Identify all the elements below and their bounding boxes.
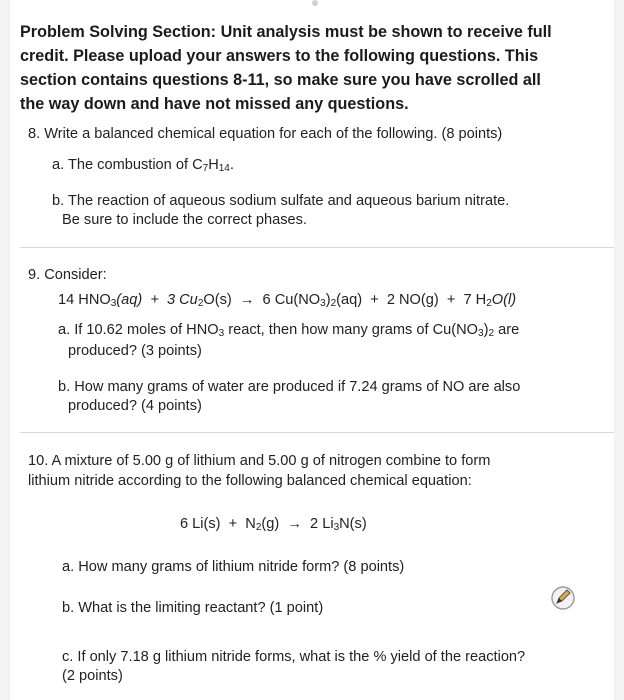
q9-part-a-line1: a. If 10.62 moles of $HNO_3$ react, then how many grams of $Cu(NO_3)_2$ are xyxy=(58,322,520,339)
question-page xyxy=(10,0,614,700)
header-line: section contains questions 8-11, so make sure you have scrolled all xyxy=(20,71,541,89)
q9-part-b-line1: b. How many grams of water are produced if 7.24 grams of NO are also xyxy=(58,379,521,395)
header-line: the way down and have not missed any questions. xyxy=(20,95,409,113)
q10-stem-line2: lithium nitride according to the following balanced chemical equation: xyxy=(28,473,472,489)
q9-equation: 14 $HNO_3(aq) + 3$ $Cu_2O(s) \to 6$ $Cu(NO_3)_2(aq) + 2$ NO(g) + 7 $H_2O(l)$ xyxy=(58,292,517,309)
pencil-annotate-icon[interactable] xyxy=(550,585,576,611)
q10-part-b: b. What is the limiting reactant? (1 point) xyxy=(62,600,324,616)
q10-equation: 6 $Li(s) + N_2(g) \to 2$ $Li_3N(s)$ xyxy=(180,516,367,533)
q10-part-c-line2: (2 points) xyxy=(62,668,123,684)
header-line: Problem Solving Section: Unit analysis must be shown to receive full xyxy=(20,23,552,41)
divider xyxy=(20,432,614,433)
q9-stem: 9. Consider: xyxy=(28,267,107,283)
scroll-indicator-dot xyxy=(312,0,318,6)
q8-part-b-line2: Be sure to include the correct phases. xyxy=(62,212,307,228)
section-header xyxy=(20,20,600,116)
q9-part-b-line2: produced? (4 points) xyxy=(68,398,202,414)
q9-part-a-line2: produced? (3 points) xyxy=(68,343,202,359)
q10-part-c-line1: c. If only 7.18 g lithium nitride forms, what is the % yield of the reaction? xyxy=(62,649,526,665)
q10-stem-line1: 10. A mixture of 5.00 g of lithium and 5.00 g of nitrogen combine to form xyxy=(28,453,491,469)
q8-part-a: a. The combustion of $C_7H_{14}$. xyxy=(52,157,234,174)
q8-part-b-line1: b. The reaction of aqueous sodium sulfate and aqueous barium nitrate. xyxy=(52,193,510,209)
header-line: credit. Please upload your answers to the following questions. This xyxy=(20,47,539,65)
divider xyxy=(20,247,614,248)
q10-part-a: a. How many grams of lithium nitride form? (8 points) xyxy=(62,559,405,575)
q8-stem: 8. Write a balanced chemical equation for each of the following. (8 points) xyxy=(28,126,503,142)
